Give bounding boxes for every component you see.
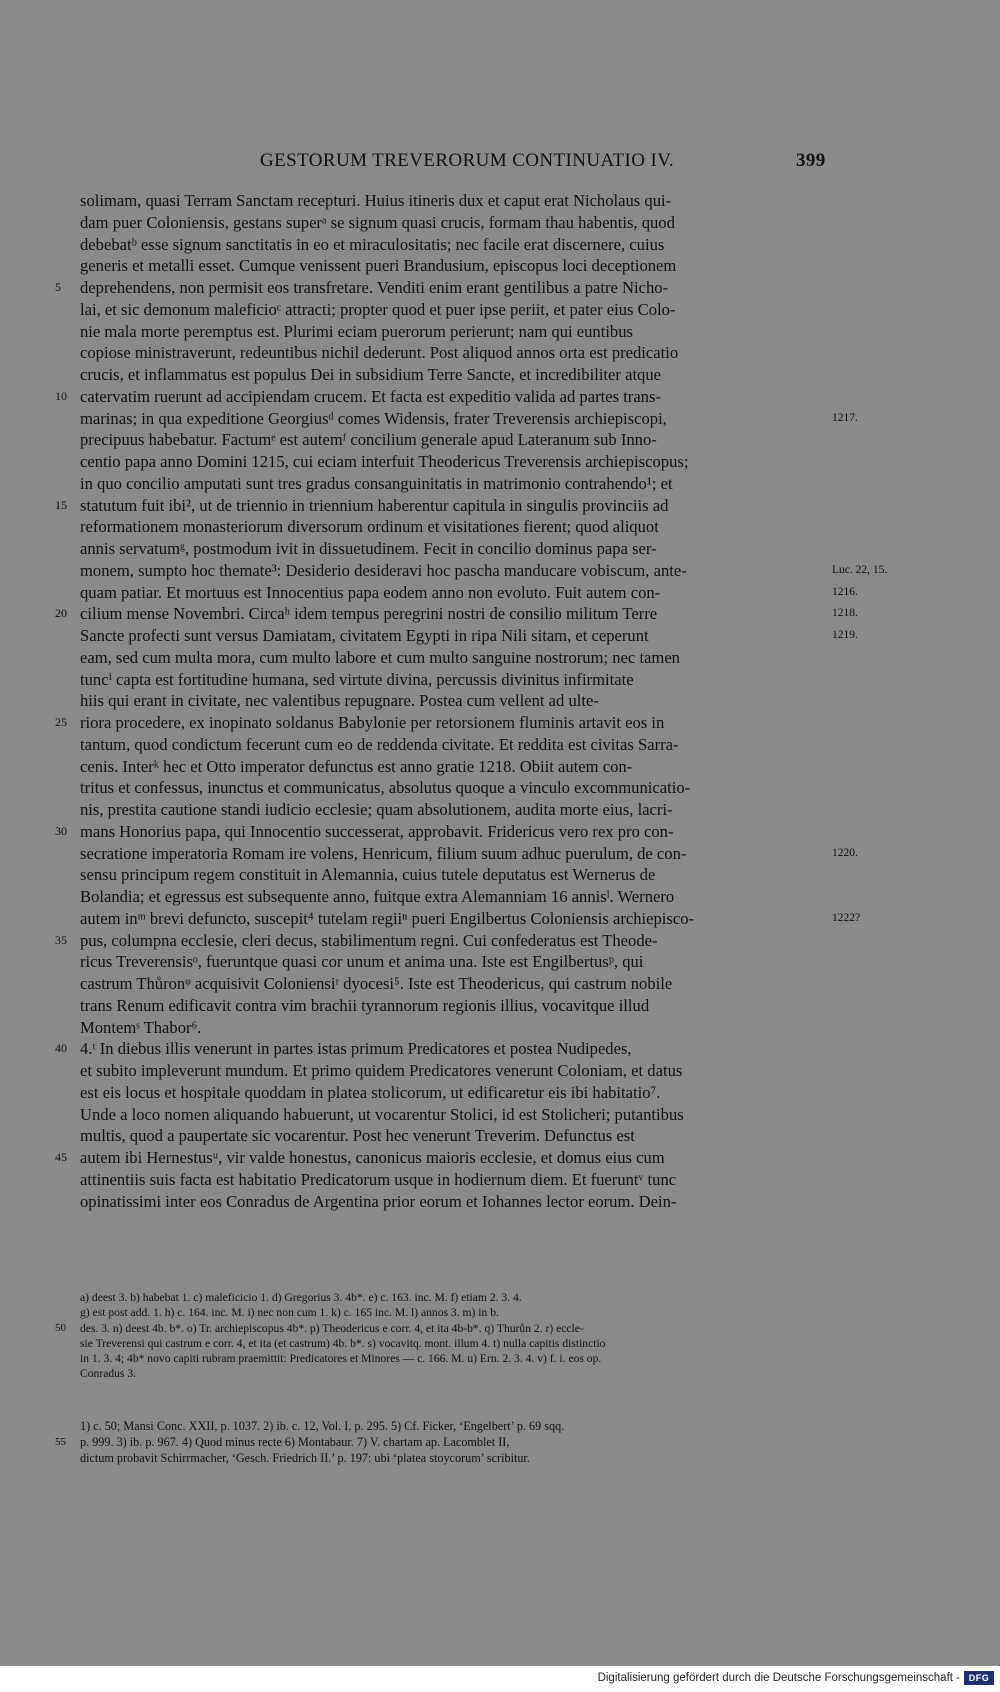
line-text: reformationem monasteriorum diversorum ordinum et visitationes fierent; quod aliquot (80, 517, 659, 537)
line-text: nis, prestita cautione standi iudicio ecclesie; quam absolutionem, audita morte eius, lacri- (80, 800, 673, 819)
line-text: Unde a loco nomen aliquando habuerunt, ut vocarentur Stolici, id est Stolicheri; putantibus (80, 1104, 684, 1124)
text-line (0, 712, 1000, 734)
text-line (0, 234, 1000, 256)
text-line (0, 734, 1000, 756)
line-text: trans Renum edificavit contra vim brachii tyrannorum regionis illius, vocavitque illud (80, 995, 650, 1015)
text-line (0, 1125, 1000, 1147)
margin-note: 1218. (832, 607, 858, 620)
digitization-footer (0, 1666, 1000, 1692)
line-text: quam patiar. Et mortuus est Innocentius papa eodem anno non evoluto. Fuit autem con- (80, 582, 661, 602)
line-text: est eis locus et hospitale quoddam in platea stolicorum, ut edificaretur eis ibi habitatio⁷. (80, 1082, 661, 1102)
text-line (0, 647, 1000, 669)
text-line (0, 864, 1000, 886)
line-text: statutum fuit ibi², ut de triennio in triennium haberentur capitula in singulis provinciis ad (80, 495, 669, 515)
line-text: sie Treverensi qui castrum e corr. 4, et ita (et castrum) 4b. b*. s) vocavitq. mont. illum 4. t) nulla capitis distinctio (80, 1336, 606, 1350)
text-line (0, 429, 1000, 451)
line-text: a) deest 3. b) habebat 1. c) maleficicio 1. d) Gregorius 3. 4b*. e) c. 163. inc. M. f) etiam 2. 3. 4. (80, 1291, 522, 1304)
text-line (0, 408, 1000, 430)
text-line (0, 843, 1000, 865)
line-text: in quo concilio amputati sunt tres gradus consanguinitatis in matrimonio contrahendo¹; et (80, 473, 673, 493)
text-line (0, 1060, 1000, 1082)
line-text: sensu principum regem constituit in Alemannia, cuius tutele deputatus est Wernerus de (80, 865, 656, 885)
line-text: monem, sumpto hoc themate³: Desiderio desideravi hoc pascha manducare vobiscum, ante- (80, 560, 687, 580)
text-line (0, 1169, 1000, 1191)
line-text: mans Honorius papa, qui Innocentio successerat, approbavit. Fridericus vero rex pro con- (80, 821, 674, 841)
text-line (0, 777, 1000, 799)
text-line (0, 799, 1000, 821)
text-line (0, 321, 1000, 343)
line-text: riora procedere, ex inopinato soldanus Babylonie per retorsionem fluminis artavit eos in (80, 713, 665, 732)
line-number: 5 (55, 280, 61, 294)
text-line (0, 886, 1000, 908)
text-line (0, 582, 1000, 604)
apparatus-line (0, 1290, 1000, 1305)
text-line (0, 1082, 1000, 1104)
note-line (0, 1450, 1000, 1466)
line-text: dictum probavit Schirrmacher, ‘Gesch. Friedrich II.’ p. 197: ubi ‘platea stoycorum’ scribitur. (80, 1451, 530, 1465)
text-line (0, 277, 1000, 299)
text-line (0, 516, 1000, 538)
text-line (0, 669, 1000, 691)
dfg-logo: DFG (964, 1671, 994, 1685)
apparatus-line (0, 1336, 1000, 1351)
line-text: debebatᵇ esse signum sanctitatis in eo et miraculositatis; nec facile erat discernere, cuius (80, 234, 665, 254)
line-text: crucis, et inflammatus est populus Dei in subsidium Terre Sancte, et incredibiliter atque (80, 365, 662, 384)
line-text: multis, quod a paupertate sic vocarentur. Post hec venerunt Treverim. Defunctus est (80, 1126, 635, 1146)
line-text: g) est post add. 1. h) c. 164. inc. M. i) nec non cum 1. k) c. 165 inc. M. l) annos 3. m) in b. (80, 1306, 499, 1320)
line-text: pus, columpna ecclesie, cleri decus, stabilimentum regni. Cui confederatus est Theode- (80, 930, 658, 950)
text-line (0, 364, 1000, 386)
text-line (0, 255, 1000, 277)
text-line (0, 908, 1000, 930)
text-line (0, 386, 1000, 408)
line-text: hiis qui erant in civitate, nec valentibus repugnare. Postea cum vellent ad ulte- (80, 691, 599, 711)
line-text: catervatim ruerunt ad accipiendam crucem. Et facta est expeditio valida ad partes trans- (80, 386, 661, 406)
text-line (0, 451, 1000, 473)
margin-note: 1219. (832, 629, 858, 641)
line-text: eam, sed cum multa mora, cum multo labore et cum multo sanguine nostrorum; nec tamen (80, 647, 680, 667)
page-number: 399 (796, 150, 826, 171)
line-text: annis servatumᵍ, postmodum ivit in dissuetudinem. Fecit in concilio dominus papa ser- (80, 539, 657, 558)
line-text: autem inᵐ brevi defuncto, suscepit⁴ tutelam regiiⁿ pueri Engilbertus Coloniensis archiepisco- (80, 908, 695, 928)
footnotes (0, 1418, 1000, 1466)
text-line (0, 560, 1000, 582)
line-text: ricus Treverensisᵒ, fueruntque quasi cor unum et anima una. Iste est Engilbertusᵖ, qui (80, 952, 644, 972)
text-line (0, 690, 1000, 712)
line-text: 1) c. 50; Mansi Conc. XXII, p. 1037. 2) ib. c. 12, Vol. I, p. 295. 5) Cf. Ficker, ‘Engelbert’ p. 69 sqq. (80, 1419, 565, 1433)
line-text: castrum Thůronᵠ acquisivit Coloniensiʳ dyocesi⁵. Iste est Theodericus, qui castrum nobile (80, 974, 673, 993)
line-text: Conradus 3. (80, 1367, 137, 1381)
main-text (0, 190, 1000, 1212)
line-text: generis et metalli esset. Cumque venissent pueri Brandusium, episcopus loci deceptionem (80, 256, 677, 276)
line-number: 40 (55, 1041, 67, 1056)
line-text: secratione imperatoria Romam ire volens, Henricum, filium suum adhuc puerulum, de con- (80, 843, 687, 863)
text-line (0, 756, 1000, 778)
line-number: 30 (55, 823, 67, 838)
text-line (0, 951, 1000, 973)
text-line (0, 995, 1000, 1017)
line-text: des. 3. n) deest 4b. b*. o) Tr. archiepiscopus 4b*. p) Theodericus e corr. 4, et ita 4b-b*. q) Thurůn 2. r) eccle- (80, 1321, 584, 1335)
text-line (0, 821, 1000, 843)
text-line (0, 1017, 1000, 1039)
text-line (0, 1104, 1000, 1126)
apparatus-line (0, 1351, 1000, 1366)
text-line (0, 625, 1000, 647)
line-text: precipuus habebatur. Factumᵉ est autemᶠ concilium generale apud Lateranum sub Inno- (80, 430, 657, 450)
text-line (0, 973, 1000, 995)
line-text: p. 999. 3) ib. p. 967. 4) Quod minus recte 6) Montabaur. 7) V. chartam ap. Lacomblet II, (80, 1435, 510, 1449)
note-line (0, 1418, 1000, 1434)
text-line (0, 299, 1000, 321)
text-line (0, 212, 1000, 234)
line-text: lai, et sic demonum maleficioᶜ attracti; propter quod et puer ipse periit, et pater eius Colo- (80, 299, 676, 319)
apparatus-line (0, 1366, 1000, 1381)
line-number: 20 (55, 606, 67, 621)
line-text: centio papa anno Domini 1215, cui eciam interfuit Theodericus Treverensis archiepiscopus; (80, 452, 689, 471)
margin-note: 1216. (832, 585, 858, 598)
margin-note: Luc. 22, 15. (832, 563, 888, 576)
text-line (0, 190, 1000, 212)
line-text: tantum, quod condictum fecerunt cum eo de reddenda civitate. Et reddita est civitas Sarra- (80, 734, 679, 754)
line-number: 35 (55, 932, 67, 947)
apparatus-line (0, 1321, 1000, 1336)
line-text: tritus et confessus, inunctus et communicatus, absolutus quoque a vinculo excommunicatio- (80, 778, 691, 798)
line-number: 15 (55, 497, 67, 512)
text-line (0, 473, 1000, 495)
note-line (0, 1434, 1000, 1450)
margin-note: 1220. (832, 846, 858, 859)
line-text: in 1. 3. 4; 4b* novo capiti rubram praemittit: Predicatores et Minores — c. 166. M. u) Ern. 2. 3. 4. v) f. i. eos op. (80, 1352, 602, 1366)
line-text: Montemˢ Thabor⁶. (80, 1017, 202, 1037)
line-text: marinas; in qua expeditione Georgiusᵈ comes Widensis, frater Treverensis archiepiscopi, (80, 408, 667, 428)
running-title: GESTORUM TREVERORUM CONTINUATIO IV. (260, 150, 675, 171)
line-text: et subito impleverunt mundum. Et primo quidem Predicatores venerunt Coloniam, et datus (80, 1061, 683, 1080)
line-text: 4.ᵗ In diebus illis venerunt in partes istas primum Predicatores et postea Nudipedes, (80, 1039, 632, 1059)
text-line (0, 603, 1000, 625)
line-number: 10 (55, 388, 67, 403)
funding-credit: Digitalisierung gefördert durch die Deutsche Forschungsgemeinschaft - (597, 1672, 960, 1684)
line-text: attinentiis suis facta est habitatio Predicatorum usque in hodiernum diem. Et fueruntᵛ tunc (80, 1169, 677, 1189)
line-text: dam puer Coloniensis, gestans superᵃ se signum quasi crucis, formam thau habentis, quod (80, 212, 675, 232)
text-line (0, 1147, 1000, 1169)
line-text: autem ibi Hernestusᵘ, vir valde honestus, canonicus maioris ecclesie, et domus eius cum (80, 1148, 665, 1167)
text-line (0, 930, 1000, 952)
line-number: 55 (55, 1436, 66, 1448)
text-line (0, 1038, 1000, 1060)
line-text: cilium mense Novembri. Circaʰ idem tempus peregrini nostri de consilio militum Terre (80, 604, 658, 624)
text-line (0, 495, 1000, 517)
critical-apparatus (0, 1290, 1000, 1382)
line-number: 25 (55, 715, 67, 729)
line-text: Bolandia; et egressus est subsequente anno, fuitque extra Alemanniam 16 annisˡ. Wernero (80, 887, 675, 906)
line-text: solimam, quasi Terram Sanctam recepturi. Huius itineris dux et caput erat Nicholaus qui- (80, 191, 672, 210)
apparatus-line (0, 1305, 1000, 1320)
line-text: nie mala morte peremptus est. Plurimi eciam puerorum perierunt; nam qui euntibus (80, 321, 633, 341)
margin-note: 1222? (832, 911, 861, 924)
line-text: deprehendens, non permisit eos transfretare. Venditi enim erant gentilibus a patre Nicho- (80, 278, 669, 297)
running-header (0, 150, 1000, 176)
text-line (0, 1191, 1000, 1213)
line-number: 45 (55, 1150, 67, 1164)
text-line (0, 342, 1000, 364)
line-text: copiose ministraverunt, redeuntibus nichil dederunt. Post aliquod annos orta est predicatio (80, 343, 679, 363)
line-text: tuncⁱ capta est fortitudine humana, sed virtute divina, percussis divinitus infirmitate (80, 669, 634, 689)
line-text: Sancte profecti sunt versus Damiatam, civitatem Egypti in ripa Nili sitam, et ceperunt (80, 626, 649, 645)
line-text: cenis. Interᵏ hec et Otto imperator defunctus est anno gratie 1218. Obiit autem con- (80, 756, 633, 776)
margin-note: 1217. (832, 411, 858, 424)
text-line (0, 538, 1000, 560)
line-text: opinatissimi inter eos Conradus de Argentina prior eorum et Iohannes lector eorum. Dein- (80, 1191, 677, 1211)
line-number: 50 (55, 1321, 66, 1334)
